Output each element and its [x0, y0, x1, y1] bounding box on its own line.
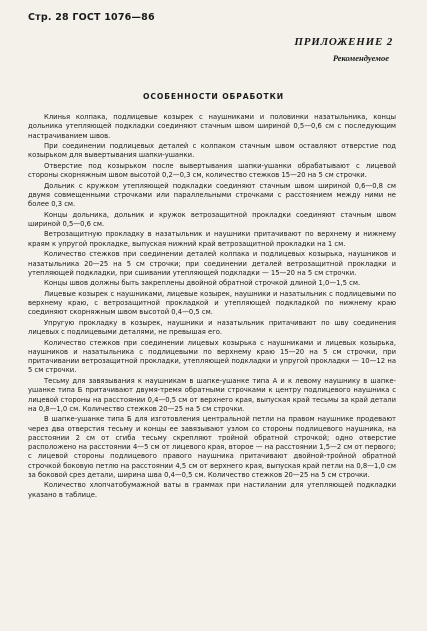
- paragraph: Клинья колпака, подлицевые козырек с наушниками и половинки назатыльника, концы дольника утепляющей подкладки соединяют стачным швом шириной 0,5—0,6 см с последующим настрачиванием швов.: [28, 113, 396, 140]
- paragraph: Концы швов должны быть закреплены двойной обратной строчкой длиной 1,0—1,5 см.: [44, 279, 361, 288]
- paragraph: Тесьму для завязывания к наушникам в шапке-ушанке типа А и к левому наушнику в шапке-ушанке типа Б притачивают двумя-тремя обратными строчками к центру подлицевого наушника с лицевой стороны на расстоянии 0,4—0,5 см от верхнего края, выпуская край тесьмы за край детали на 0,8—1,0 см. Количество стежков 20—25 на 5 см строчки.: [28, 377, 396, 413]
- document-body: [28, 113, 396, 501]
- paragraph: Количество стежков при соединении деталей колпака и подлицевых козырька, наушников и назатыльника 20—25 на 5 см строчки; при соединении деталей ветрозащитной прокладки и утепляющей подкладки, при сшивании утепляющей подкладки — 15—20 на 5 см строчки.: [28, 250, 396, 277]
- paragraph: При соединении подлицевых деталей с колпаком стачным швом оставляют отверстие под козырьком для вывертывания шапки-ушанки.: [28, 142, 396, 160]
- paragraph: Количество стежков при соединении лицевых козырька с наушниками и лицевых козырька, наушников и назатыльника с подлицевыми по верхнему краю 15—20 на 5 см строчки, при притачивании ветрозащитной прокладки, утепляющей подкладки и упругой прокладки — 10—12 на 5 см строчки.: [28, 338, 396, 375]
- paragraph: Ветрозащитную прокладку в назатыльник и наушники притачивают по верхнему и нижнему краям к упругой прокладке, выпуская нижний край ветрозащитной прокладки на 1 см.: [28, 230, 396, 248]
- paragraph: Количество хлопчатобумажной ваты в граммах при настилании для утепляющей подкладки указано в таблице.: [28, 481, 396, 499]
- paragraph: Дольник с кружком утепляющей подкладки соединяют стачным швом шириной 0,6—0,8 см двумя совмещенными строчками или параллельными строчками с расстоянием между ними не более 0,3 см.: [28, 181, 396, 209]
- page-header: Стр. 28 ГОСТ 1076—86: [28, 12, 155, 23]
- paragraph: В шапке-ушанке типа Б для изготовления центральной петли на правом наушнике продевают через два отверстия тесьму и концы ее завязывают узлом со стороны подлицевого наушника, на расстоянии 2 см от сгиба тесьму скрепляют тройной обратной строчкой; одно отверстие расположено на расстоянии 4—5 см от лицевого края, второе — на расстоянии 1,5—2 см от первого; с лицевой стороны подлицевого правого наушника притачивают двойной-тройной обратной строчкой боковую петлю на расстоянии 4,5 см от верхнего края, выпуская край петли на 0,8—1,0 см за боковой срез детали, ширина шва 0,4—0,5 см. Количество стежков 20—25 на 5 см строчки.: [28, 415, 396, 479]
- paragraph: Лицевые козырек с наушниками, лицевые козырек, наушники и назатыльник с подлицевыми по верхнему краю, с ветрозащитной прокладкой и утепляющей подкладкой по нижнему краю соединяют скорняжным швом высотой 0,4—0,5 см.: [28, 289, 396, 317]
- appendix-note: Рекомендуемое: [332, 53, 389, 63]
- paragraph: Концы дольника, дольник и кружок ветрозащитной прокладки соединяют стачным швом шириной 0,5—0,6 см.: [28, 210, 396, 228]
- paragraph: Отверстие под козырьком после вывертывания шапки-ушанки обрабатывают с лицевой стороны скорняжным швом высотой 0,2—0,3 см, количество стежков 15—20 на 5 см строчки.: [28, 161, 396, 180]
- paragraph: Упругую прокладку в козырек, наушники и назатыльник притачивают по шву соединения лицевых с подлицевыми деталями, не превышая его.: [28, 318, 396, 337]
- section-title: ОСОБЕННОСТИ ОБРАБОТКИ: [143, 92, 284, 101]
- appendix-title: ПРИЛОЖЕНИЕ 2: [294, 36, 393, 48]
